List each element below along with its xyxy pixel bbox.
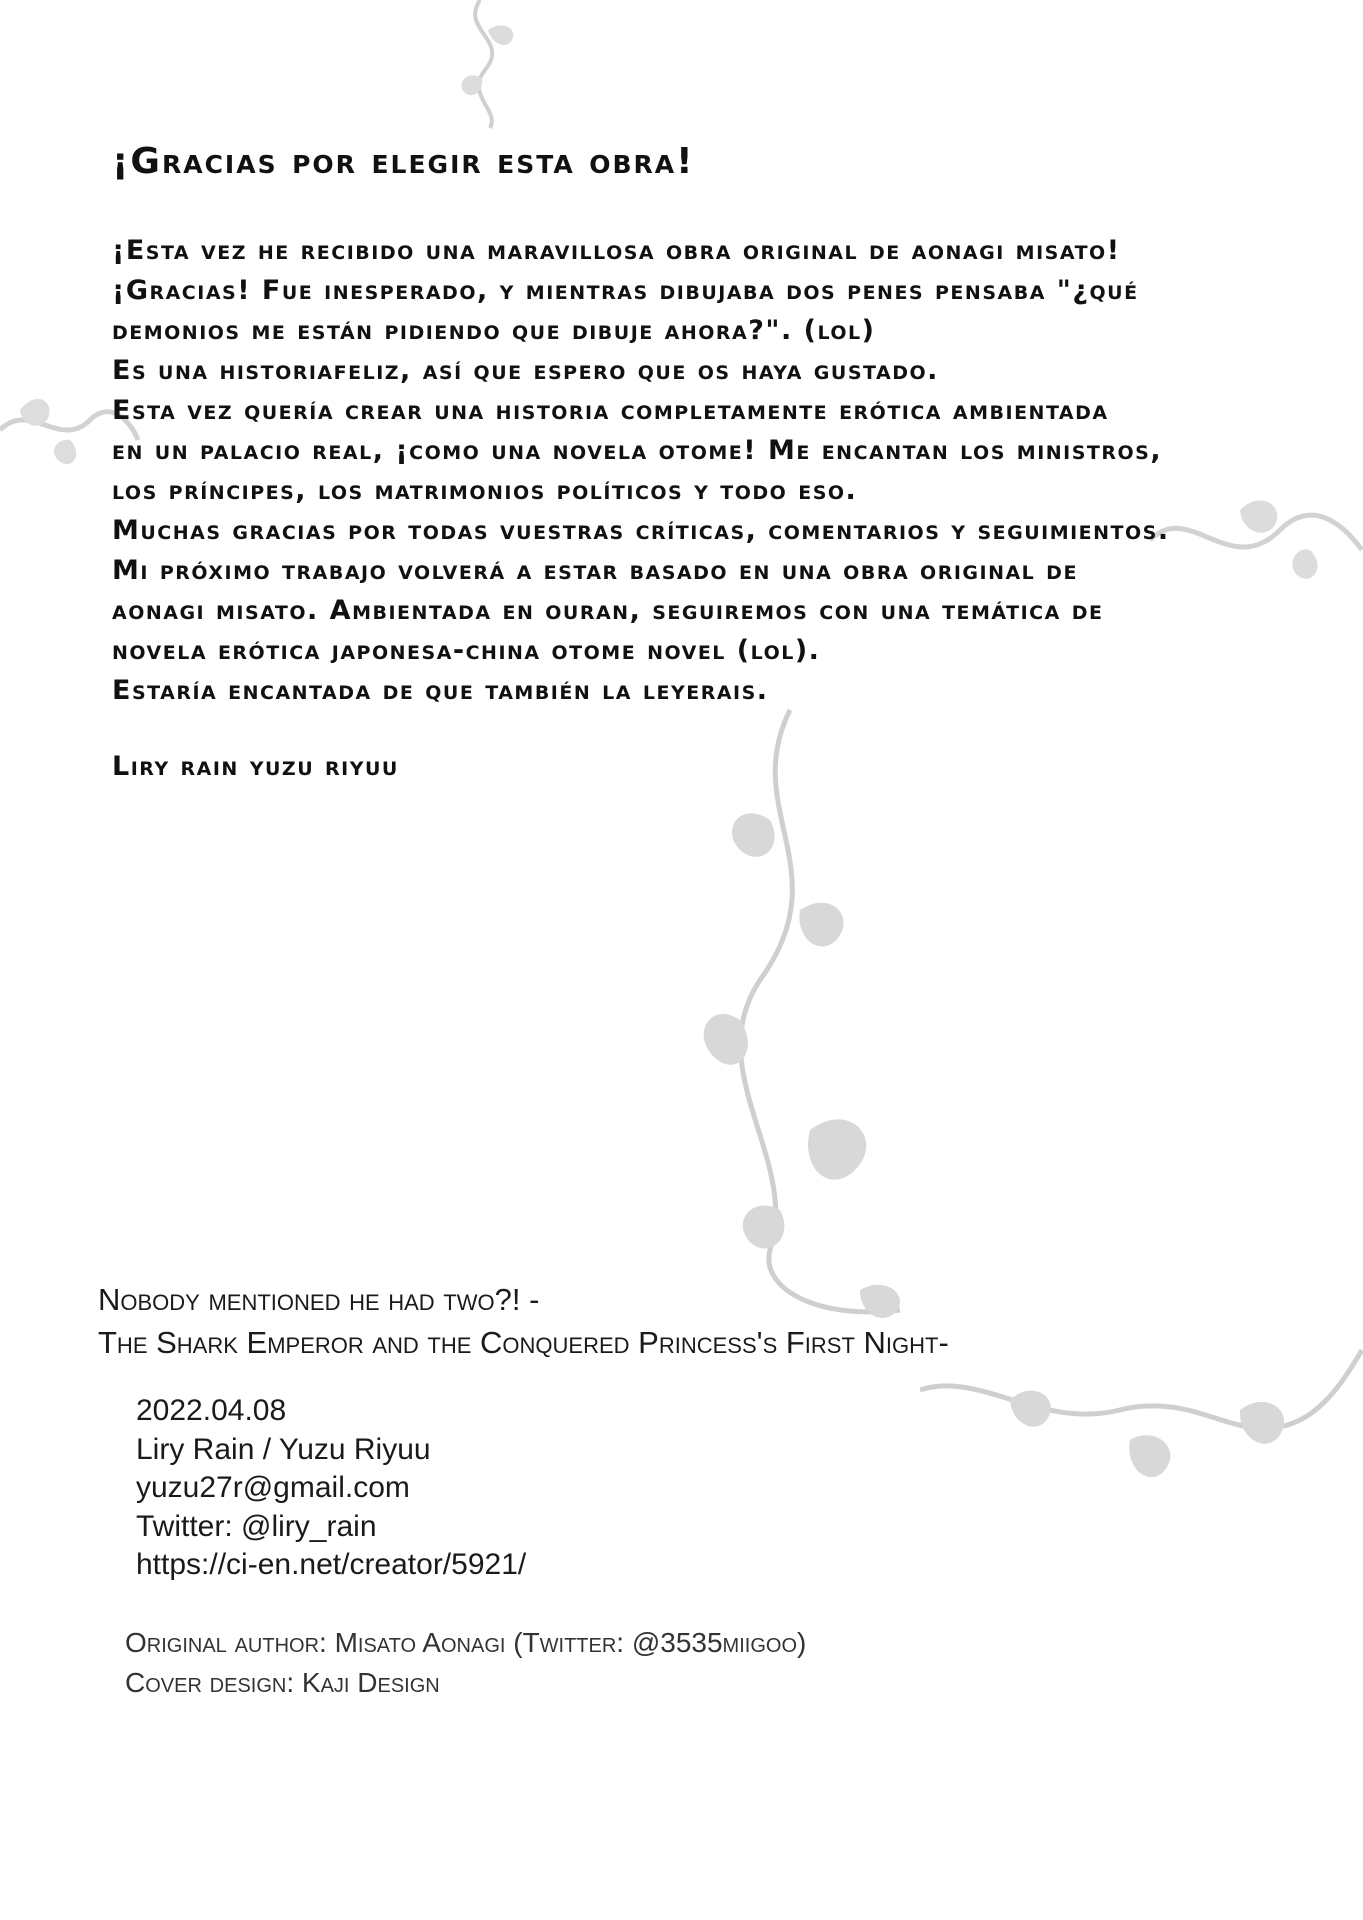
authors: Liry Rain / Yuzu Riyuu	[136, 1432, 431, 1466]
afterword-section	[112, 140, 1292, 782]
floral-ornament-top	[440, 0, 540, 130]
afterword-line: novela erótica japonesa-china otome novel (lol).	[112, 635, 821, 667]
afterword-line: Estaría encantada de que también la leyerais.	[112, 675, 769, 707]
book-title-line-1: Nobody mentioned he had two?! -	[98, 1282, 540, 1317]
afterword-line: ¡Esta vez he recibido una maravillosa obra original de aonagi misato!	[112, 235, 1121, 267]
afterword-title: ¡Gracias por elegir esta obra!	[112, 141, 695, 182]
afterword-line: Mi próximo trabajo volverá a estar basado en una obra original de	[112, 555, 1078, 587]
email-address: yuzu27r@gmail.com	[136, 1471, 410, 1504]
afterword-line: demonios me están pidiendo que dibuje ahora?". (lol)	[112, 315, 876, 347]
credits	[125, 1623, 806, 1703]
afterword-line: los príncipes, los matrimonios políticos y todo eso.	[112, 475, 858, 507]
afterword-line: en un palacio real, ¡como una novela otome! Me encantan los ministros,	[112, 435, 1163, 467]
cover-design-credit: Cover design: Kaji Design	[125, 1667, 440, 1698]
website-url: https://ci-en.net/creator/5921/	[136, 1548, 527, 1581]
afterword-body	[112, 231, 1292, 711]
floral-ornament-vine	[660, 690, 1040, 1330]
original-author-credit: Original author: Misato Aonagi (Twitter: @3535miigoo)	[125, 1627, 807, 1658]
afterword-signature: Liry rain yuzu riyuu	[112, 751, 399, 783]
publication-date: 2022.04.08	[136, 1394, 287, 1427]
book-title-line-2: The Shark Emperor and the Conquered Princess's First Night-	[98, 1325, 949, 1360]
colophon	[136, 1392, 526, 1585]
afterword-line: Esta vez quería crear una historia completamente erótica ambientada	[112, 395, 1109, 427]
afterword-line: Es una historiafeliz, así que espero que os haya gustado.	[112, 355, 939, 387]
afterword-line: Muchas gracias por todas vuestras críticas, comentarios y seguimientos.	[112, 515, 1170, 547]
twitter-handle: Twitter: @liry_rain	[136, 1509, 377, 1543]
book-title	[98, 1278, 1098, 1364]
afterword-line: aonagi misato. Ambientada en ouran, seguiremos con una temática de	[112, 595, 1104, 627]
afterword-line: ¡Gracias! Fue inesperado, y mientras dibujaba dos penes pensaba "¿qué	[112, 275, 1139, 307]
